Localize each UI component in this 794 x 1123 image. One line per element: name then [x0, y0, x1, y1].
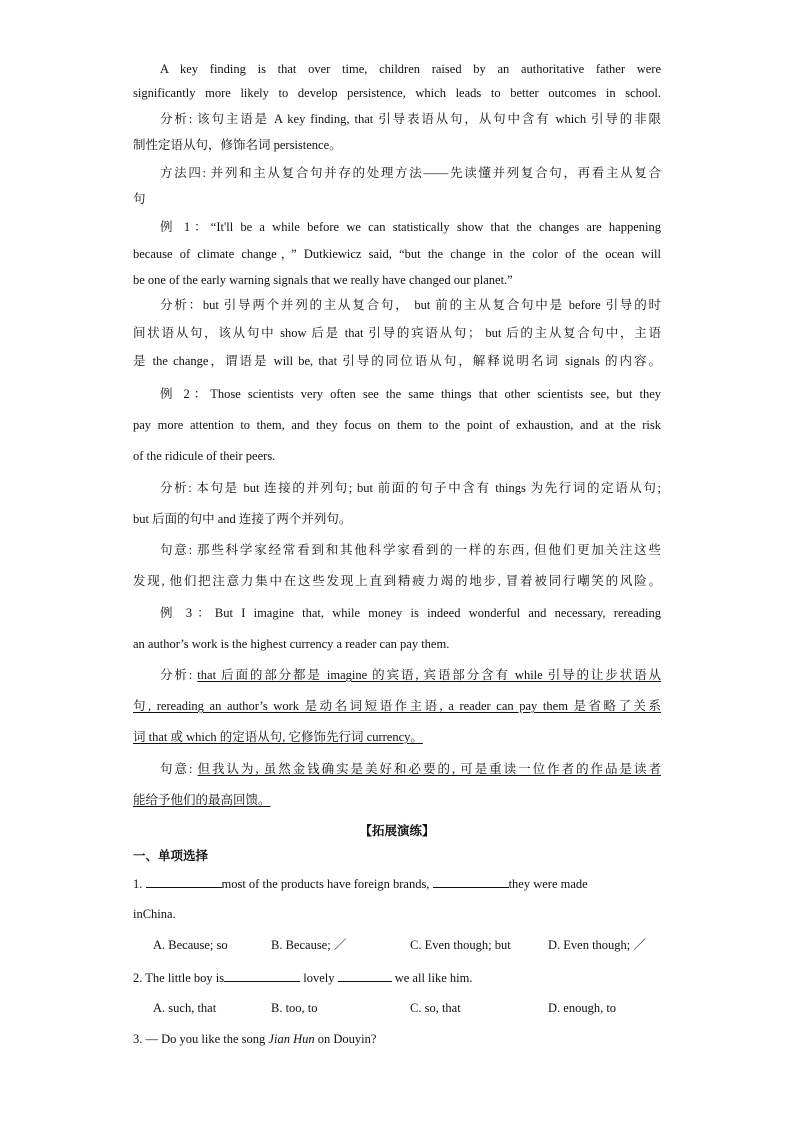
example2-line1: 例 2：Those scientists very often see the same things that other scientists see, but they — [160, 387, 661, 401]
para1-line1: A key finding is that over time, children raised by an authoritative father were — [160, 62, 661, 76]
q1-option-a[interactable]: A. Because; so — [153, 938, 228, 952]
meaning-ex3-text2: 能给予他们的最高回馈。 — [133, 793, 271, 807]
method4-line1: 方法四: 并列和主从复合句并存的处理方法——先读懂并列复合句，再看主从复合 — [160, 166, 661, 180]
q1-end: they were made — [508, 877, 588, 891]
section-title: 【拓展演练】 — [359, 824, 435, 838]
subsection-title: 一、单项选择 — [133, 849, 209, 863]
q1-option-c[interactable]: C. Even though; but — [410, 938, 511, 952]
example1-line1: 例 1：“It'll be a while before we can statistically show that the changes are happening — [160, 220, 661, 234]
q1-mid: most of the products have foreign brands, — [221, 877, 430, 891]
q3-prefix: 3. — Do you like the song — [133, 1032, 269, 1046]
q2-end: we all like him. — [394, 971, 473, 985]
q1-number: 1. — [133, 877, 143, 891]
meaning-ex3-line1 — [160, 761, 661, 777]
q2-blank-2[interactable] — [338, 969, 392, 982]
analysis1-line1: 分析: 该句主语是 A key finding, that 引导表语从句，从句中含有 which 引导的非限 — [160, 112, 661, 126]
q2-option-c[interactable]: C. so, that — [410, 1001, 461, 1015]
q1-option-b[interactable]: B. Because; ／ — [271, 938, 347, 952]
q1-blank-1[interactable] — [146, 875, 222, 888]
q2-blank-1[interactable] — [224, 969, 300, 982]
analysis-ex2-line1: 分析: 本句是 but 连接的并列句; but 前面的句子中含有 things 为先行词的定语从句; — [160, 481, 661, 495]
q2-mid: lovely — [303, 971, 335, 985]
analysis1-line2: 制性定语从句，修饰名词 persistence。 — [133, 138, 342, 152]
analysis-ex2-line2: but 后面的句中 and 连接了两个并列句。 — [133, 512, 352, 526]
meaning-ex3-prefix: 句意: — [160, 762, 198, 776]
q1-option-d[interactable]: D. Even though; ／ — [548, 938, 646, 952]
method4-line2: 句 — [133, 192, 146, 206]
example3-line2: an author’s work is the highest currency a reader can pay them. — [133, 637, 450, 651]
meaning-ex2-line1: 句意: 那些科学家经常看到和其他科学家看到的一样的东西, 但他们更加关注这些 — [160, 543, 661, 557]
example3-line1: 例 3：But I imagine that, while money is indeed wonderful and necessary, rereading — [160, 606, 661, 620]
q2-option-a[interactable]: A. such, that — [153, 1001, 217, 1015]
analysis-ex3-prefix: 分析: — [160, 668, 198, 682]
q2-option-d[interactable]: D. enough, to — [548, 1001, 617, 1015]
question-1-line1 — [133, 875, 693, 892]
question-2-line1 — [133, 969, 693, 986]
analysis-ex1-line3: 是 the change，谓语是 will be, that 引导的同位语从句，解释说明名词 signals 的内容。 — [133, 354, 661, 368]
analysis-ex1-line2: 间状语从句，该从句中 show 后是 that 引导的宾语从句； but 后的主从复合句中，主语 — [133, 326, 661, 340]
example2-line3: of the ridicule of their peers. — [133, 449, 276, 463]
q2-option-b[interactable]: B. too, to — [271, 1001, 318, 1015]
meaning-ex3-text1: 但我认为, 虽然金钱确实是美好和必要的, 可是重读一位作者的作品是读者 — [197, 762, 661, 776]
question-1-line2: inChina. — [133, 907, 176, 921]
analysis-ex3-line3 — [133, 729, 661, 745]
q3-suffix: on Douyin? — [314, 1032, 377, 1046]
para1-line2: significantly more likely to develop persistence, which leads to better outcomes in school. — [133, 86, 661, 100]
meaning-ex3-line2 — [133, 792, 661, 808]
analysis-ex3-line1 — [160, 667, 661, 683]
meaning-ex2-line2: 发现, 他们把注意力集中在这些发现上直到精疲力竭的地步, 冒着被同行嘲笑的风险。 — [133, 574, 661, 588]
example1-line3: be one of the early warning signals that we really have changed our planet.” — [133, 273, 513, 287]
q1-blank-2[interactable] — [433, 875, 509, 888]
analysis-ex3-text1: that 后面的部分都是 imagine 的宾语, 宾语部分含有 while 引导的让步状语从 — [197, 668, 661, 682]
example2-line2: pay more attention to them, and they focus on them to the point of exhaustion, and at the risk — [133, 418, 661, 432]
analysis-ex3-line2: 句, rereading an author’s work 是动名词短语作主语, a reader can pay them 是省略了关系 — [133, 699, 661, 713]
analysis-ex1-line1: 分析：but 引导两个并列的主从复合句， but 前的主从复合句中是 before 引导的时 — [160, 298, 661, 312]
example1-line2: because of climate change，” Dutkiewicz said, “but the change in the color of the ocean will — [133, 247, 661, 261]
q2-prefix: 2. The little boy is — [133, 971, 225, 985]
q3-song-title: Jian Hun — [268, 1032, 315, 1046]
analysis-ex3-text3: 词 that 或 which 的定语从句, 它修饰先行词 currency。 — [133, 730, 423, 744]
question-3-line1 — [133, 1031, 661, 1047]
